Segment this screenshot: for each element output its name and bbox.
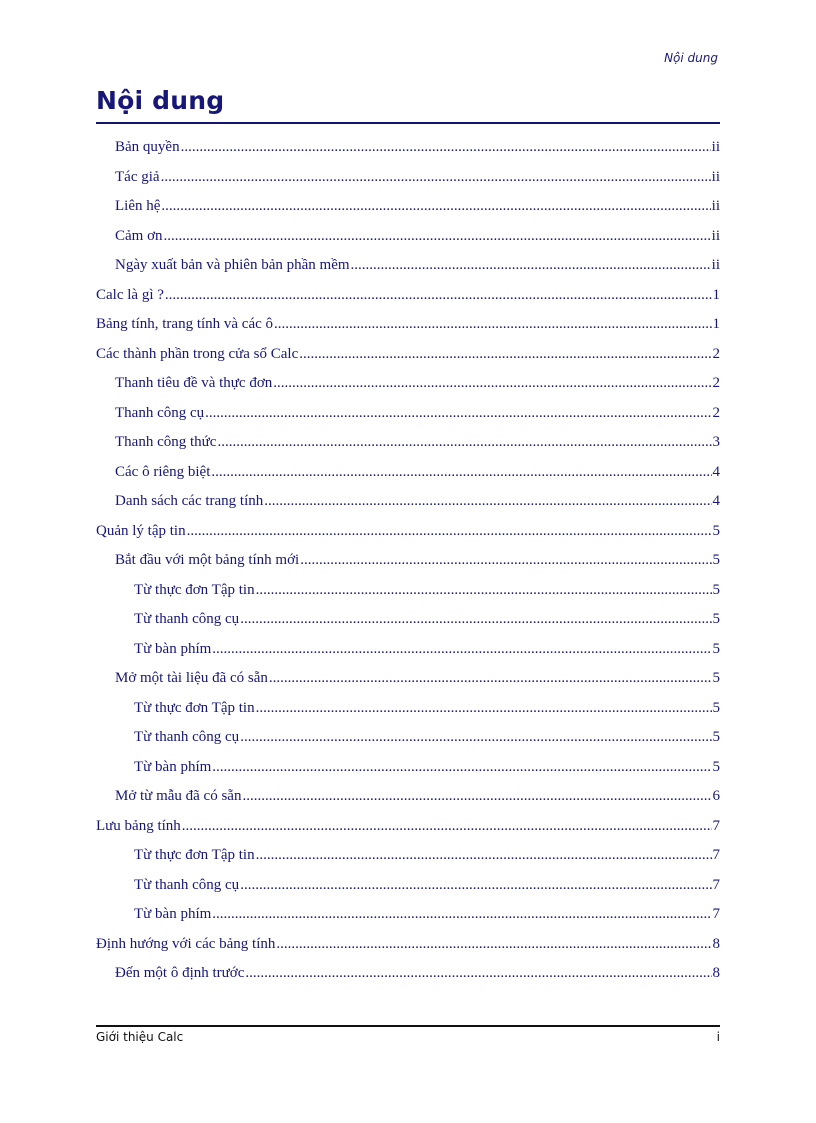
toc-entry[interactable]: [96, 434, 720, 464]
toc-entry-page-number: ii: [711, 168, 720, 185]
toc-dot-leader: [240, 729, 711, 746]
toc-entry-page-number: 5: [712, 670, 720, 686]
toc-entry-page-number: 6: [712, 788, 720, 804]
toc-entry-title: Calc là gì ?: [96, 286, 164, 303]
table-of-contents: [96, 139, 720, 995]
toc-entry-page-number: 7: [712, 817, 720, 834]
footer-page-number: i: [716, 1030, 720, 1044]
toc-dot-leader: [300, 552, 711, 569]
toc-entry-title: Bắt đầu với một bảng tính mới: [115, 552, 300, 568]
toc-entry[interactable]: [96, 877, 720, 907]
toc-entry[interactable]: [96, 228, 720, 258]
toc-entry-page-number: 7: [712, 847, 720, 863]
toc-entry-title: Đến một ô định trước: [115, 965, 245, 981]
toc-entry-title: Mở một tài liệu đã có sẵn: [115, 670, 268, 686]
toc-entry-page-number: 4: [712, 493, 720, 509]
toc-entry-page-number: 1: [712, 316, 720, 332]
toc-dot-leader: [264, 493, 711, 510]
toc-entry-page-number: 2: [712, 345, 720, 362]
toc-dot-leader: [187, 523, 712, 540]
toc-dot-leader: [205, 405, 711, 422]
toc-entry-page-number: 5: [712, 581, 720, 598]
toc-entry[interactable]: [96, 847, 720, 877]
toc-dot-leader: [269, 670, 712, 687]
toc-entry-page-number: 7: [712, 876, 720, 893]
toc-entry-title: Cảm ơn: [115, 227, 163, 244]
toc-entry[interactable]: [96, 670, 720, 700]
toc-entry-title: Lưu bảng tính: [96, 817, 181, 834]
toc-entry-title: Từ bàn phím: [134, 640, 212, 657]
toc-dot-leader: [256, 582, 712, 599]
toc-entry-title: Ngày xuất bản và phiên bản phần mềm: [115, 257, 350, 273]
toc-dot-leader: [212, 641, 711, 658]
toc-entry[interactable]: [96, 493, 720, 523]
toc-dot-leader: [161, 169, 711, 186]
toc-entry[interactable]: [96, 818, 720, 848]
toc-entry-page-number: 8: [712, 935, 720, 952]
toc-entry-title: Bảng tính, trang tính và các ô: [96, 316, 274, 332]
toc-entry-title: Từ thực đơn Tập tin: [134, 581, 255, 598]
toc-entry[interactable]: [96, 965, 720, 995]
toc-entry-page-number: 5: [712, 640, 720, 657]
toc-entry-title: Thanh tiêu đề và thực đơn: [115, 375, 273, 391]
page-title: Nội dung: [96, 86, 225, 115]
toc-dot-leader: [245, 965, 711, 982]
toc-entry[interactable]: [96, 405, 720, 435]
toc-dot-leader: [165, 287, 712, 304]
toc-dot-leader: [212, 759, 711, 776]
toc-dot-leader: [256, 700, 712, 717]
toc-entry[interactable]: [96, 375, 720, 405]
toc-entry-title: Từ thực đơn Tập tin: [134, 847, 255, 863]
toc-entry[interactable]: [96, 729, 720, 759]
footer-document-title: Giới thiệu Calc: [96, 1030, 184, 1044]
toc-dot-leader: [211, 464, 711, 481]
toc-entry[interactable]: [96, 346, 720, 376]
toc-entry-page-number: 5: [712, 611, 720, 627]
toc-entry[interactable]: [96, 611, 720, 641]
toc-entry-page-number: ii: [711, 227, 720, 244]
toc-entry[interactable]: [96, 316, 720, 346]
toc-entry-page-number: ii: [711, 139, 720, 155]
toc-dot-leader: [212, 906, 711, 923]
toc-dot-leader: [181, 139, 711, 156]
toc-entry[interactable]: [96, 906, 720, 936]
toc-entry[interactable]: [96, 287, 720, 317]
toc-entry-page-number: 2: [712, 375, 720, 391]
toc-entry-title: Mở từ mẫu đã có sẵn: [115, 788, 242, 804]
toc-entry-title: Tác giả: [115, 168, 160, 185]
toc-entry-title: Các ô riêng biệt: [115, 463, 211, 480]
toc-entry[interactable]: [96, 641, 720, 671]
toc-dot-leader: [351, 257, 711, 274]
toc-entry[interactable]: [96, 257, 720, 287]
toc-entry-page-number: 3: [712, 434, 720, 450]
toc-dot-leader: [242, 788, 711, 805]
footer-rule: [96, 1025, 720, 1027]
toc-entry[interactable]: [96, 464, 720, 494]
toc-entry-title: Liên hệ: [115, 198, 161, 214]
toc-dot-leader: [276, 936, 711, 953]
toc-entry-title: Từ thanh công cụ: [134, 876, 240, 893]
toc-entry[interactable]: [96, 582, 720, 612]
toc-dot-leader: [274, 316, 711, 333]
toc-dot-leader: [164, 228, 711, 245]
toc-entry[interactable]: [96, 759, 720, 789]
title-rule: [96, 122, 720, 124]
toc-entry[interactable]: [96, 700, 720, 730]
toc-dot-leader: [182, 818, 712, 835]
toc-entry-title: Từ bàn phím: [134, 906, 212, 922]
toc-entry[interactable]: [96, 198, 720, 228]
toc-entry-title: Định hướng với các bảng tính: [96, 935, 276, 952]
running-header: Nội dung: [664, 51, 718, 65]
toc-entry-title: Từ bàn phím: [134, 758, 212, 775]
toc-entry-page-number: 5: [712, 522, 720, 539]
toc-entry[interactable]: [96, 936, 720, 966]
toc-entry-page-number: 5: [712, 552, 720, 568]
toc-entry-title: Thanh công cụ: [115, 404, 205, 421]
toc-entry[interactable]: [96, 139, 720, 169]
toc-entry[interactable]: [96, 552, 720, 582]
toc-entry-page-number: ii: [711, 257, 720, 273]
toc-dot-leader: [240, 611, 711, 628]
toc-entry-page-number: 5: [712, 699, 720, 716]
toc-entry-page-number: 8: [712, 965, 720, 981]
toc-entry-page-number: 2: [712, 404, 720, 421]
toc-dot-leader: [161, 198, 710, 215]
toc-entry-page-number: 5: [712, 758, 720, 775]
toc-entry-title: Từ thực đơn Tập tin: [134, 699, 255, 716]
toc-dot-leader: [256, 847, 712, 864]
toc-entry-title: Bản quyền: [115, 139, 180, 155]
toc-entry[interactable]: [96, 523, 720, 553]
toc-entry-title: Các thành phần trong cửa sổ Calc: [96, 345, 299, 362]
toc-entry-title: Danh sách các trang tính: [115, 493, 264, 509]
toc-entry[interactable]: [96, 788, 720, 818]
toc-entry[interactable]: [96, 169, 720, 199]
toc-entry-page-number: 4: [712, 463, 720, 480]
toc-dot-leader: [240, 877, 711, 894]
toc-entry-title: Từ thanh công cụ: [134, 729, 240, 745]
toc-entry-title: Quản lý tập tin: [96, 522, 186, 539]
toc-entry-title: Từ thanh công cụ: [134, 611, 240, 627]
toc-dot-leader: [299, 346, 711, 363]
toc-entry-page-number: 7: [712, 906, 720, 922]
toc-entry-page-number: 1: [712, 286, 720, 303]
toc-dot-leader: [217, 434, 711, 451]
toc-dot-leader: [273, 375, 711, 392]
toc-entry-page-number: 5: [712, 729, 720, 745]
toc-entry-title: Thanh công thức: [115, 434, 217, 450]
toc-entry-page-number: ii: [711, 198, 720, 214]
